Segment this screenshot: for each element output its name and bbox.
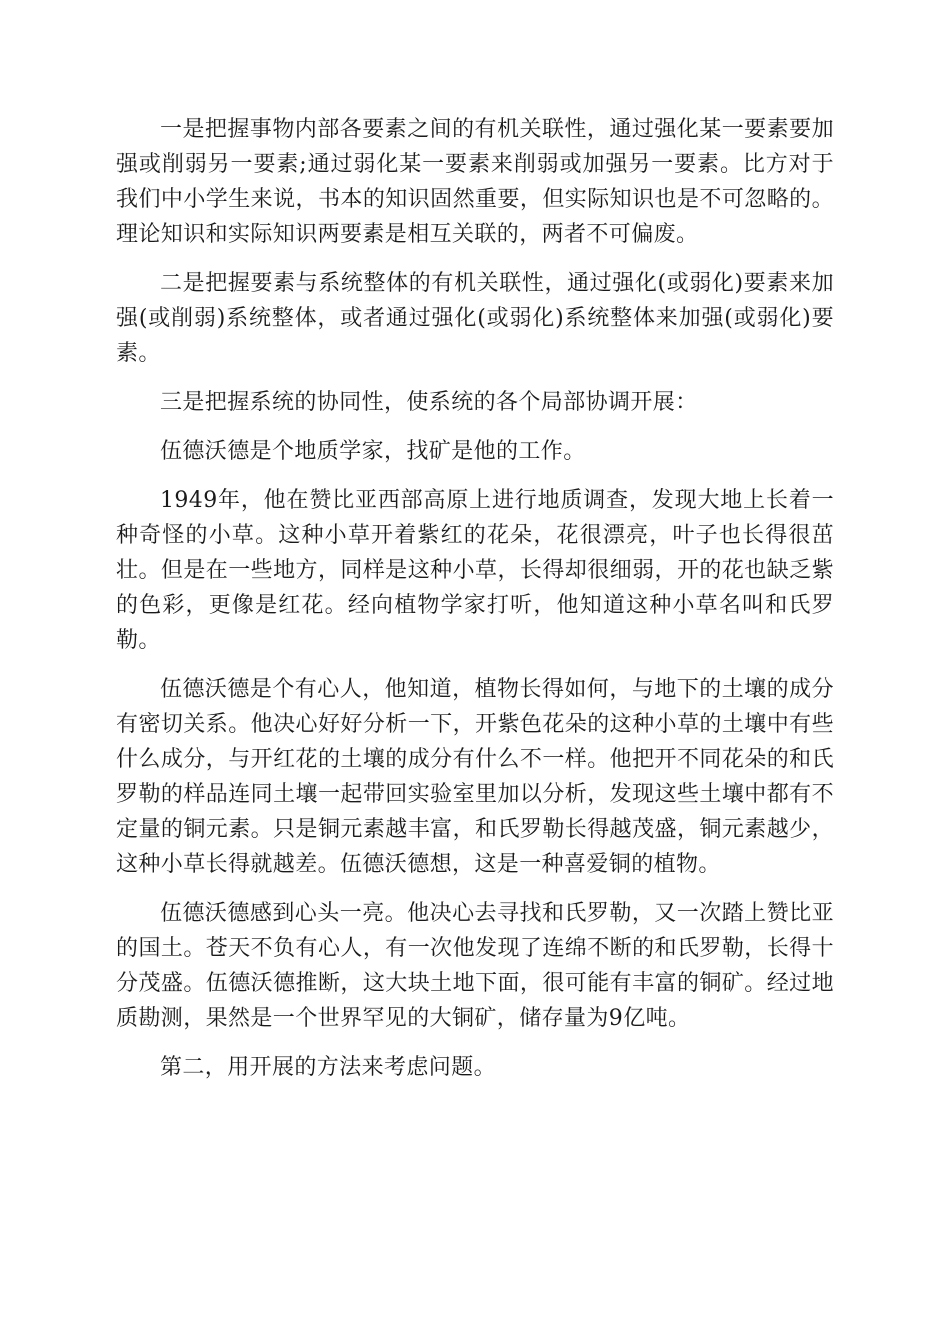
paragraph-1: 一是把握事物内部各要素之间的有机关联性，通过强化某一要素要加强或削弱另一要素;通过弱化某一要素来削弱或加强另一要素。比方对于我们中小学生来说，书本的知识固然重要，但实际知识也是不可忽略的。理论知识和实际知识两要素是相互关联的，两者不可偏废。	[116, 117, 834, 247]
document-page	[116, 112, 834, 1099]
paragraph-7: 伍德沃德感到心头一亮。他决心去寻找和氏罗勒，又一次踏上赞比亚的国土。苍天不负有心人，有一次他发现了连绵不断的和氏罗勒，长得十分茂盛。伍德沃德推断，这大块土地下面，很可能有丰富的铜矿。经过地质勘测，果然是一个世界罕见的大铜矿，储存量为9亿吨。	[116, 901, 834, 1031]
paragraph-4: 伍德沃德是个地质学家，找矿是他的工作。	[160, 439, 586, 464]
paragraph-5: 1949年，他在赞比亚西部高原上进行地质调查，发现大地上长着一种奇怪的小草。这种小草开着紫红的花朵，花很漂亮，叶子也长得很茁壮。但是在一些地方，同样是这种小草，长得却很细弱，开的花也缺乏紫的色彩，更像是红花。经向植物学家打听，他知道这种小草名叫和氏罗勒。	[116, 488, 834, 653]
paragraph-3: 三是把握系统的协同性，使系统的各个局部协调开展：	[160, 390, 698, 415]
paragraph-2: 二是把握要素与系统整体的有机关联性，通过强化(或弱化)要素来加强(或削弱)系统整体，或者通过强化(或弱化)系统整体来加强(或弱化)要素。	[116, 271, 834, 366]
paragraph-6: 伍德沃德是个有心人，他知道，植物长得如何，与地下的土壤的成分有密切关系。他决心好好分析一下，开紫色花朵的这种小草的土壤中有些什么成分，与开红花的土壤的成分有什么不一样。他把开不同花朵的和氏罗勒的样品连同土壤一起带回实验室里加以分析，发现这些土壤中都有不定量的铜元素。只是铜元素越丰富，和氏罗勒长得越茂盛，铜元素越少，这种小草长得就越差。伍德沃德想，这是一种喜爱铜的植物。	[116, 677, 834, 877]
paragraph-8: 第二，用开展的方法来考虑问题。	[160, 1055, 497, 1080]
